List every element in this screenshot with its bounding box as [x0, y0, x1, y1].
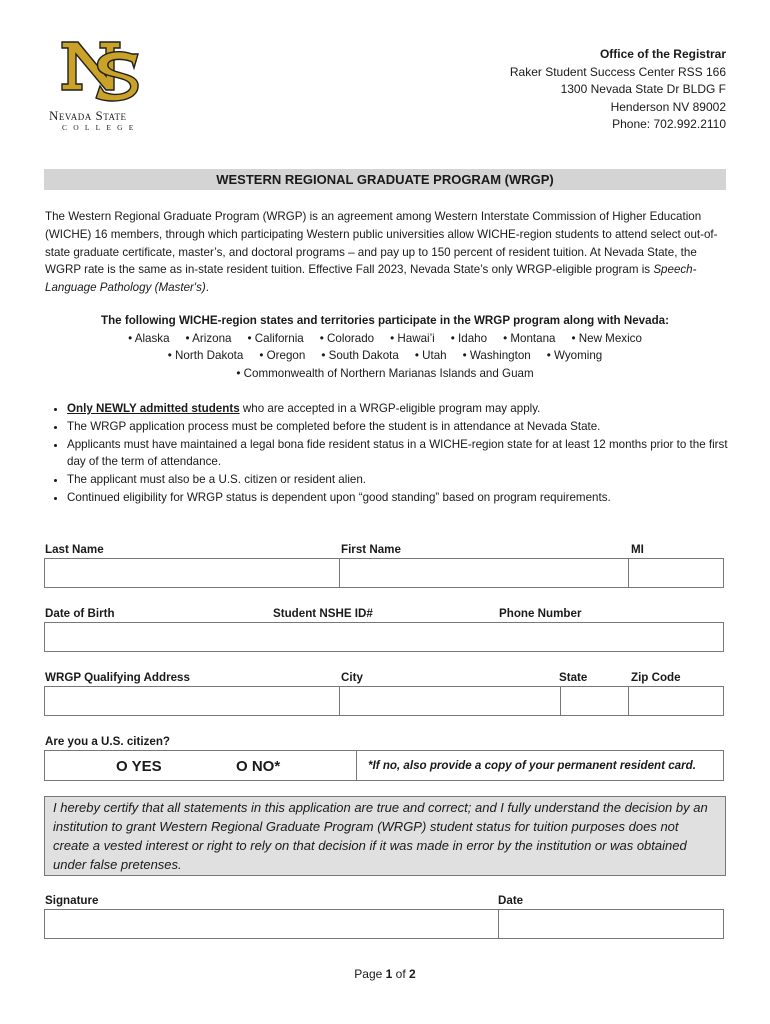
state-item: • South Dakota: [321, 349, 399, 363]
nshe-id-label: Student NSHE ID#: [273, 607, 373, 620]
requirement-item: [67, 400, 747, 418]
address-line-1: Raker Student Success Center RSS 166: [509, 64, 726, 79]
states-row-1: [44, 330, 726, 348]
zip-label: Zip Code: [631, 671, 681, 684]
state-item: • California: [247, 331, 304, 345]
states-list: [44, 312, 726, 382]
page-number: [0, 967, 770, 981]
state-item: • North Dakota: [167, 349, 244, 363]
states-lead: The following WICHE-region states and territories participate in the WRGP program along with Nevada:: [101, 314, 669, 327]
state-item: • New Mexico: [571, 331, 642, 345]
state-field[interactable]: [560, 686, 629, 716]
address-line-2: 1300 Nevada State Dr BLDG F: [560, 82, 726, 96]
intro-text: The Western Regional Graduate Program (WRGP) is an agreement among Western Interstate Commission of Higher Education (WICHE) 16 members, through which participating Western public universities allow WICHE-region students to attend select out-of-state graduate certificate, master’s, and doctoral programs – and pay up to 150 percent of resident tuition. At Nevada State, the WGRP rate is the same as in-state resident tuition. Effective Fall 2023, Nevada State’s only WRGP-eligible program is: [45, 210, 718, 277]
address-field[interactable]: [44, 686, 340, 716]
last-name-field[interactable]: [44, 558, 340, 588]
state-item: • Alaska: [128, 331, 170, 345]
current-page: 1: [385, 967, 393, 981]
state-item: • Wyoming: [546, 349, 603, 363]
requirement-emphasis: Only NEWLY admitted students: [67, 402, 240, 415]
page-prefix: Page: [354, 967, 386, 981]
last-name-label: Last Name: [45, 543, 104, 556]
state-item: • Colorado: [319, 331, 375, 345]
eligible-program: Speech-Language Pathology (Master's): [45, 263, 697, 295]
requirement-item: • Applicants must have maintained a legal bona fide resident status in a WICHE-region state for at least 12 months prior to the first day of the term of attendance.: [67, 436, 747, 472]
phone-line: Phone: 702.992.2110: [612, 117, 726, 131]
state-item: • Utah: [414, 349, 447, 363]
dob-id-phone-field[interactable]: [44, 622, 724, 652]
resident-card-note: *If no, also provide a copy of your permanent resident card.: [368, 759, 696, 772]
state-item: • Hawai’i: [390, 331, 435, 345]
mi-label: MI: [631, 543, 644, 556]
first-name-label: First Name: [341, 543, 401, 556]
yes-option[interactable]: O YES: [116, 758, 162, 775]
city-field[interactable]: [339, 686, 561, 716]
dob-label: Date of Birth: [45, 607, 115, 620]
states-row-2: [44, 347, 726, 365]
state-label: State: [559, 671, 588, 684]
requirement-text: who are accepted in a WRGP-eligible program may apply.: [239, 402, 541, 415]
no-option[interactable]: O NO*: [236, 758, 281, 775]
state-item: • Washington: [462, 349, 531, 363]
requirement-item: • The WRGP application process must be completed before the student is in attendance at Nevada State.: [67, 418, 747, 436]
signature-label: Signature: [45, 894, 99, 907]
registrar-address: [510, 46, 726, 134]
state-item: • Montana: [503, 331, 556, 345]
logo-subtitle: COLLEGE: [62, 123, 140, 132]
citizen-question: Are you a U.S. citizen?: [45, 735, 170, 748]
office-name: Office of the Registrar: [599, 47, 726, 61]
requirement-item: • The applicant must also be a U.S. citizen or resident alien.: [67, 471, 747, 489]
states-row-3: • Commonwealth of Northern Marianas Islands and Guam: [236, 366, 534, 380]
total-pages: 2: [409, 967, 416, 981]
intro-paragraph: [45, 208, 725, 297]
address-line-3: Henderson NV 89002: [610, 99, 726, 114]
date-field[interactable]: [498, 909, 724, 939]
certification-statement: I hereby certify that all statements in this application are true and correct; and I fully understand the decision by an institution to grant Western Regional Graduate Program (WRGP) student status for tuition purposes does not create a vested interest or right to rely on that decision if it was made in error by the institution or was obtained under false pretenses.: [44, 796, 726, 876]
state-item: • Oregon: [259, 349, 306, 363]
city-label: City: [341, 671, 363, 684]
requirement-item: • Continued eligibility for WRGP status is dependent upon “good standing” based on program requirements.: [67, 489, 747, 507]
address-label: WRGP Qualifying Address: [45, 671, 190, 684]
citizen-divider: [356, 750, 357, 781]
state-item: • Arizona: [185, 331, 232, 345]
mi-field[interactable]: [628, 558, 724, 588]
page-title: WESTERN REGIONAL GRADUATE PROGRAM (WRGP): [44, 169, 726, 190]
intro-end: .: [205, 281, 209, 295]
requirements-list: [45, 400, 747, 507]
zip-field[interactable]: [628, 686, 724, 716]
page-mid: of: [392, 967, 410, 981]
signature-field[interactable]: [44, 909, 499, 939]
date-label: Date: [498, 894, 524, 907]
state-item: • Idaho: [450, 331, 488, 345]
phone-label: Phone Number: [499, 607, 582, 620]
first-name-field[interactable]: [339, 558, 629, 588]
logo-wordmark: Nevada State: [49, 108, 127, 123]
